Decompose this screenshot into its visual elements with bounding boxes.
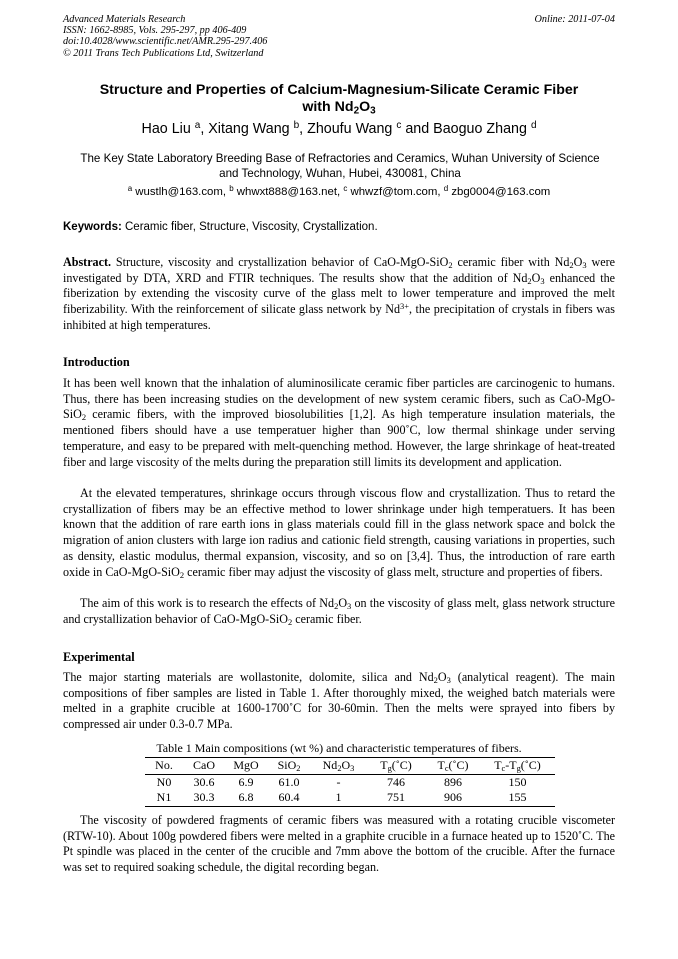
col-header-tc: $T_c(˚C)$ bbox=[437, 758, 469, 774]
experimental-paragraph-2: The viscosity of powdered fragments of ceramic fibers was measured with a rotating crucible viscometer (RTW-10). About 100g powdered fibers were melted in a graphite crucible in a furnace heated up to 1520˚C. The Pt spindle was placed in the center of the crucible and 7mm above the bottom of the crucible. After the furnace was set to required soaking schedule, the digital recording began. bbox=[63, 813, 615, 875]
keywords-label: Keywords: bbox=[63, 221, 122, 233]
table-cell: 60.4 bbox=[278, 790, 300, 805]
table-cell: 6.8 bbox=[238, 790, 254, 805]
intro-paragraph-2: At the elevated temperatures, shrinkage occurs through viscous flow and crystallization. Thus to retard the crystallization of fibers may be an effective method to lower shrinkage under high temperatuers. It has been known that the addition of rare earth ions in glass materials could fill in the glass network space and bolck the migration of anion clusters with large ion radius and cationic field strength, causing variations in properties, such as density, elastic modulus, thermal expansion, viscosity, and so on [3,4]. Thus, the introduction of rare earth oxide in CaO-MgO-SiO$_2$ ceramic fiber may adjust the viscosity of glass melt, structure and properties of fibers. bbox=[63, 486, 615, 580]
author-1: Hao Liu bbox=[141, 121, 195, 137]
table-cell: N0 bbox=[156, 774, 172, 789]
table-cell: 751 bbox=[387, 790, 405, 805]
keywords-text: Ceramic fiber, Structure, Viscosity, Crystallization. bbox=[121, 221, 378, 233]
intro-paragraph-3: The aim of this work is to research the effects of $Nd_2O_3$ on the viscosity of glass melt, glass network structure and crystallization behavior of CaO-MgO-SiO$_2$ ceramic fiber. bbox=[63, 596, 615, 627]
author-2: , Xitang Wang bbox=[200, 121, 294, 137]
table-cell: 30.3 bbox=[193, 790, 215, 805]
table-cell: 6.9 bbox=[238, 774, 254, 789]
table-1 bbox=[145, 757, 555, 807]
email-b: whwxt888@163.net, bbox=[233, 186, 344, 198]
col-header-cao: CaO bbox=[193, 758, 215, 773]
abstract-paragraph: Abstract. Structure, viscosity and crystallization behavior of CaO-MgO-SiO$_2$ ceramic fiber with $Nd_2O_3$ were investigated by DTA, XRD and FTIR techniques. The results show that the addition of $Nd_2O_3$ enhanced the fiberization by extending the viscosity curve of the glass melt to lower temperature and improved the melt fiberizability. With the reinforcement of silicate glass network by $Nd^{3+}$, the precipitation of crystals in fibers was inhibited at high temperatures. bbox=[63, 255, 615, 332]
doi-line: doi:10.4028/www.scientific.net/AMR.295-297.406 bbox=[63, 36, 268, 48]
table-1-caption: Table 1 Main compositions (wt %) and characteristic temperatures of fibers. bbox=[156, 741, 522, 755]
table-header-row bbox=[145, 758, 555, 775]
author-emails: $^a$ wustlh@163.com, $^b$ whwxt888@163.net, $^c$ whwzf@tom.com, $^d$ zbg0004@163.com bbox=[127, 184, 551, 198]
col-header-tg: $T_g(˚C)$ bbox=[380, 758, 412, 774]
journal-name: Advanced Materials Research bbox=[63, 14, 186, 25]
table-cell: 1 bbox=[335, 790, 342, 805]
table-cell: 30.6 bbox=[193, 774, 215, 789]
email-c: whwzf@tom.com, bbox=[347, 186, 444, 198]
intro-paragraph-1: It has been well known that the inhalation of aluminosilicate ceramic fiber particles are carcinogenic to humans. Thus, there has been increasing studies on the development of new system ceramic fibers, such as CaO-MgO-SiO$_2$ ceramic fibers, with the improved biosolubilities [1,2]. As high temperature insulation materials, the mentioned fibers should have a use temperatuer higher than 900˚C, low thermal shinkage under serving temperature, and easy to be prepared with melt-quenching method. However, the large shrinkage of heat-treated fiber and large viscosity of the melts during the preparation still limits its development and application. bbox=[63, 376, 615, 469]
author-list: Hao Liu $^a$, Xitang Wang $^b$, Zhoufu Wang $^c$ and Baoguo Zhang $^d$ bbox=[141, 120, 537, 137]
online-date: Online: 2011-07-04 bbox=[534, 14, 615, 25]
email-d: zbg0004@163.com bbox=[448, 186, 551, 198]
col-header-tc-tg: $T_c-T_g(˚C)$ bbox=[494, 758, 541, 774]
table-cell: N1 bbox=[156, 790, 172, 805]
table-row bbox=[145, 790, 555, 806]
table-cell: 896 bbox=[444, 774, 462, 789]
affiliation: The Key State Laboratory Breeding Base of Refractories and Ceramics, Wuhan University of Science and Technology, Wuhan, Hubei, 430081, China bbox=[80, 152, 600, 180]
experimental-paragraph-1: The major starting materials are wollastonite, dolomite, silica and $Nd_2O_3$ (analytical reagent). The main compositions of fiber samples are listed in Table 1. After thoroughly mixed, the weighed batch materials were melted in a graphite crucible at 1600-1700˚C for 30-60min. Then the melts were sprayed into fibers by compressed air under 0.3-0.7 MPa. bbox=[63, 670, 616, 732]
title-line-1: Structure and Properties of Calcium-Magnesium-Silicate Ceramic Fiber bbox=[99, 82, 579, 98]
col-header-nd2o3: $Nd_2O_3$ bbox=[322, 758, 355, 774]
section-heading-introduction: Introduction bbox=[63, 355, 130, 369]
keywords bbox=[63, 221, 615, 233]
table-cell: 150 bbox=[508, 774, 527, 789]
copyright-line: © 2011 Trans Tech Publications Ltd, Switzerland bbox=[63, 47, 264, 59]
section-heading-experimental: Experimental bbox=[63, 650, 135, 664]
table-cell: - bbox=[336, 774, 341, 789]
table-cell: 906 bbox=[444, 790, 462, 805]
author-4: and Baoguo Zhang bbox=[401, 121, 531, 137]
paper-title bbox=[60, 82, 618, 116]
journal-header bbox=[63, 14, 615, 59]
col-header-sio2: SiO$_2$ bbox=[277, 758, 301, 774]
col-header-no: No. bbox=[155, 758, 173, 773]
table-cell: 746 bbox=[387, 774, 405, 789]
col-header-mgo: MgO bbox=[233, 758, 259, 773]
table-cell: 155 bbox=[508, 790, 527, 805]
abstract-label: Abstract. bbox=[63, 255, 112, 269]
author-3: , Zhoufu Wang bbox=[299, 121, 397, 137]
table-row bbox=[145, 774, 555, 790]
email-a: wustlh@163.com, bbox=[132, 186, 230, 198]
table-cell: 61.0 bbox=[278, 774, 300, 789]
issn-line: ISSN: 1662-8985, Vols. 295-297, pp 406-409 bbox=[63, 25, 247, 37]
title-line-2: with $Nd_2O_3$ bbox=[302, 99, 376, 117]
